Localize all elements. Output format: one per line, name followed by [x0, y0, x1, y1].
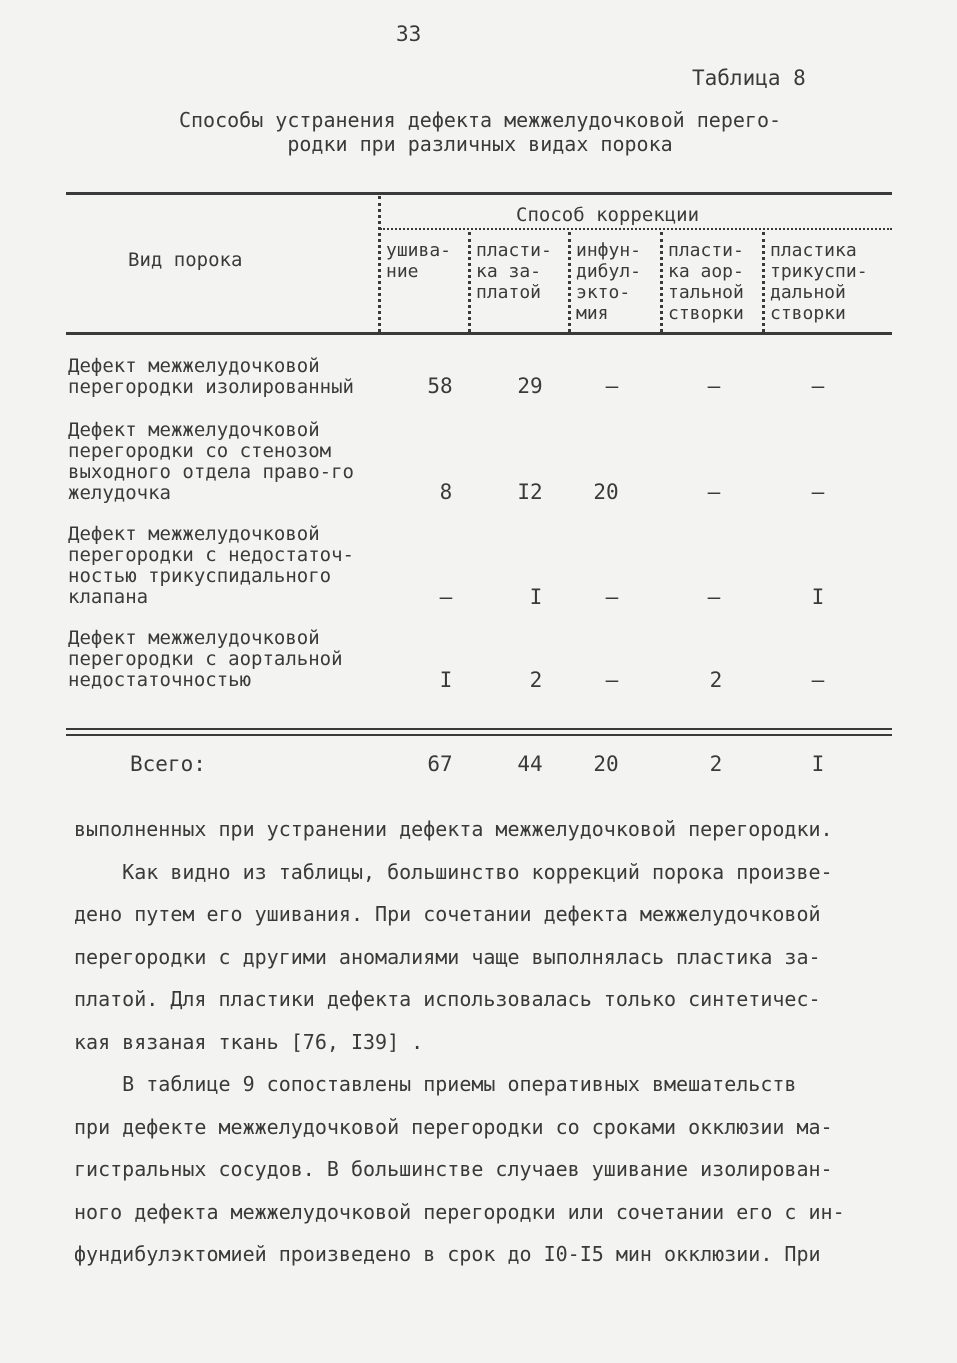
page-number: 33 [396, 22, 422, 46]
body-line: выполненных при устранении дефекта межжелудочковой перегородки. [74, 817, 833, 841]
body-line: гистральных сосудов. В большинстве случаев ушивание изолирован- [74, 1157, 833, 1181]
table-title-text: Способы устранения дефекта межжелудочковой перего- родки при различных видах порока [178, 108, 782, 156]
table-cell: I [439, 668, 453, 692]
table-title [150, 108, 810, 156]
table-cell: I [811, 585, 825, 609]
total-cell: 67 [427, 752, 453, 776]
total-cell: 20 [593, 752, 619, 776]
table-cell: I [529, 585, 543, 609]
body-line: кая вязаная ткань [76, I39] . [74, 1029, 424, 1054]
body-line: фундибулэктомией произведено в срок до I0-I5 мин окклюзии. При [74, 1242, 821, 1266]
header-divider-1 [468, 232, 471, 332]
column-header-infundibulectomy: инфун- дибул- экто- мия [576, 240, 642, 324]
table-cell: – [707, 374, 721, 398]
total-label: Всего: [130, 752, 206, 776]
row-label-tricuspid: Дефект межжелудочковой перегородки с недостаточ-ностью трикуспидального клапана [68, 523, 354, 608]
table-header-bottom-rule [66, 332, 892, 335]
column-header-patch-plasty: пласти- ка за- платой [476, 240, 552, 303]
table-cell: 2 [709, 668, 723, 692]
body-line: ного дефекта межжелудочковой перегородки или сочетании его с ин- [74, 1199, 845, 1224]
table-cell: – [605, 585, 619, 609]
body-line: Как видно из таблицы, большинство коррекций порока произве- [74, 859, 833, 884]
total-cell: 44 [517, 752, 543, 776]
table-cell: – [707, 585, 721, 609]
body-line: перегородки с другими аномалиями чаще выполнялась пластика за- [74, 944, 821, 969]
row-label-isolated: Дефект межжелудочковой перегородки изолированный [68, 355, 354, 398]
table-body-bottom-rule-1 [66, 728, 892, 730]
total-cell: I [811, 752, 825, 776]
table-cell: I2 [517, 480, 543, 504]
group-header: Способ коррекции [516, 204, 700, 226]
row-label-stenosis: Дефект межжелудочковой перегородки со стенозом выходного отдела право-го желудочка [68, 419, 354, 504]
header-divider-3 [660, 232, 663, 332]
total-cell: 2 [709, 752, 723, 776]
row-label-aortic: Дефект межжелудочковой перегородки с аортальной недостаточностью [68, 627, 343, 691]
table-cell: – [707, 480, 721, 504]
row-header: Вид порока [128, 249, 243, 271]
table-label: Таблица 8 [692, 66, 806, 90]
column-header-aortic-cusp-plasty: пласти- ка аор- тальной створки [668, 240, 744, 324]
table-cell: 2 [529, 668, 543, 692]
table-cell: 20 [593, 480, 619, 504]
table-cell: – [605, 668, 619, 692]
table-cell: – [811, 480, 825, 504]
table-cell: – [439, 585, 453, 609]
table-cell: – [605, 374, 619, 398]
column-header-tricuspid-cusp-plasty: пластика трикуспи- дальной створки [770, 240, 868, 324]
header-divider-2 [568, 232, 571, 332]
table-cell: – [811, 374, 825, 398]
table-top-rule [66, 192, 892, 195]
table-cell: 8 [439, 480, 453, 504]
header-divider-4 [762, 232, 765, 332]
table-body-bottom-rule-2 [66, 734, 892, 736]
group-header-rule [380, 228, 892, 230]
column-header-suturing: ушива- ние [386, 240, 452, 282]
header-divider-0 [378, 196, 381, 332]
table-cell: 58 [427, 374, 453, 398]
body-line: платой. Для пластики дефекта использовалась только синтетичес- [74, 987, 821, 1011]
body-line: при дефекте межжелудочковой перегородки со сроками окклюзии ма- [74, 1114, 833, 1139]
body-line: дено путем его ушивания. При сочетании дефекта межжелудочковой [74, 902, 821, 926]
table-cell: 29 [517, 374, 543, 398]
table-cell: – [811, 668, 825, 692]
body-line: В таблице 9 сопоставлены приемы оперативных вмешательств [74, 1072, 797, 1096]
